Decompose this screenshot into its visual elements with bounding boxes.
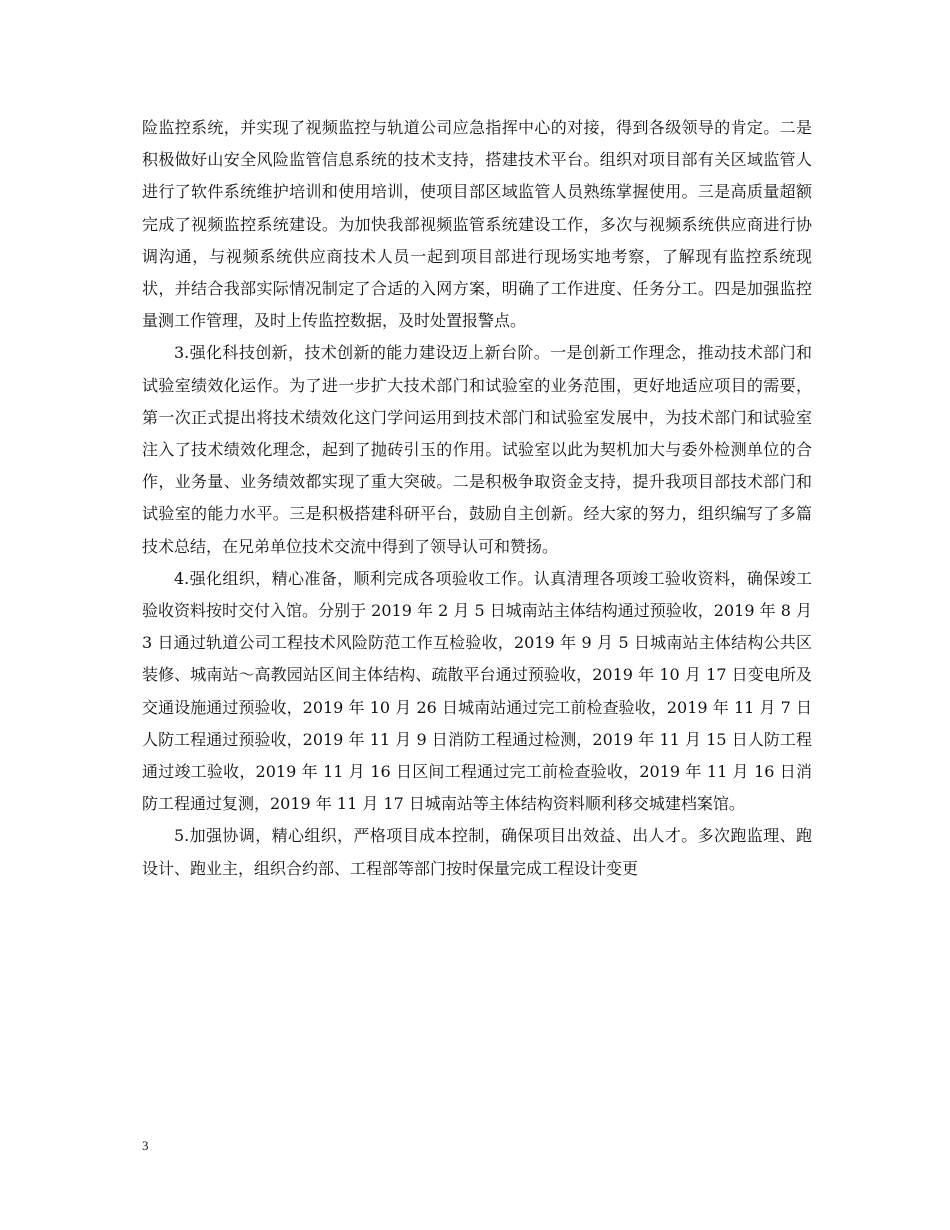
paragraph-cost-control: 5.加强协调，精心组织，严格项目成本控制，确保项目出效益、出人才。多次跑监理、跑设计、跑业主，组织合约部、工程部等部门按时保量完成工程设计变更 [142, 826, 812, 878]
page-number: 3 [142, 1138, 149, 1153]
paragraph-continuation: 险监控系统，并实现了视频监控与轨道公司应急指挥中心的对接，得到各级领导的肯定。二是积极做好山安全风险监管信息系统的技术支持，搭建技术平台。组织对项目部有关区域监管人进行了软件系统维护培训和使用培训，使项目部区域监管人员熟练掌握使用。三是高质量超额完成了视频监控系统建设。为加快我部视频监管系统建设工作，多次与视频系统供应商进行协调沟通，与视频系统供应商技术人员一起到项目部进行现场实地考察，了解现有监控系统现状，并结合我部实际情况制定了合适的入网方案，明确了工作进度、任务分工。四是加强监控量测工作管理，及时上传监控数据，及时处置报警点。 [142, 118, 812, 331]
document-body [142, 112, 812, 885]
paragraph-acceptance-work: 4.强化组织，精心准备，顺利完成各项验收工作。认真清理各项竣工验收资料，确保竣工验收资料按时交付入馆。分别于 2019 年 2 月 5 日城南站主体结构通过预验收，2019 年 8 月 3 日通过轨道公司工程技术风险防范工作互检验收，2019 年 9 月 5 日城南站主体结构公共区装修、城南站～高教园站区间主体结构、疏散平台通过预验收，2019 年 10 月 17 日变电所及交通设施通过预验收，2019 年 10 月 26 日城南站通过完工前检查验收，2019 年 11 月 7 日人防工程通过预验收，2019 年 11 月 9 日消防工程通过检测，2019 年 11 月 15 日人防工程通过竣工验收，2019 年 11 月 16 日区间工程通过完工前检查验收，2019 年 11 月 16 日消防工程通过复测，2019 年 11 月 17 日城南站等主体结构资料顺利移交城建档案馆。 [142, 568, 812, 814]
paragraph-tech-innovation: 3.强化科技创新，技术创新的能力建设迈上新台阶。一是创新工作理念，推动技术部门和试验室绩效化运作。为了进一步扩大技术部门和试验室的业务范围，更好地适应项目的需要，第一次正式提出将技术绩效化这门学问运用到技术部门和试验室发展中，为技术部门和试验室注入了技术绩效化理念，起到了抛砖引玉的作用。试验室以此为契机加大与委外检测单位的合作，业务量、业务绩效都实现了重大突破。二是积极争取资金支持，提升我项目部技术部门和试验室的能力水平。三是积极搭建科研平台，鼓励自主创新。经大家的努力，组织编写了多篇技术总结，在兄弟单位技术交流中得到了领导认可和赞扬。 [142, 343, 812, 556]
